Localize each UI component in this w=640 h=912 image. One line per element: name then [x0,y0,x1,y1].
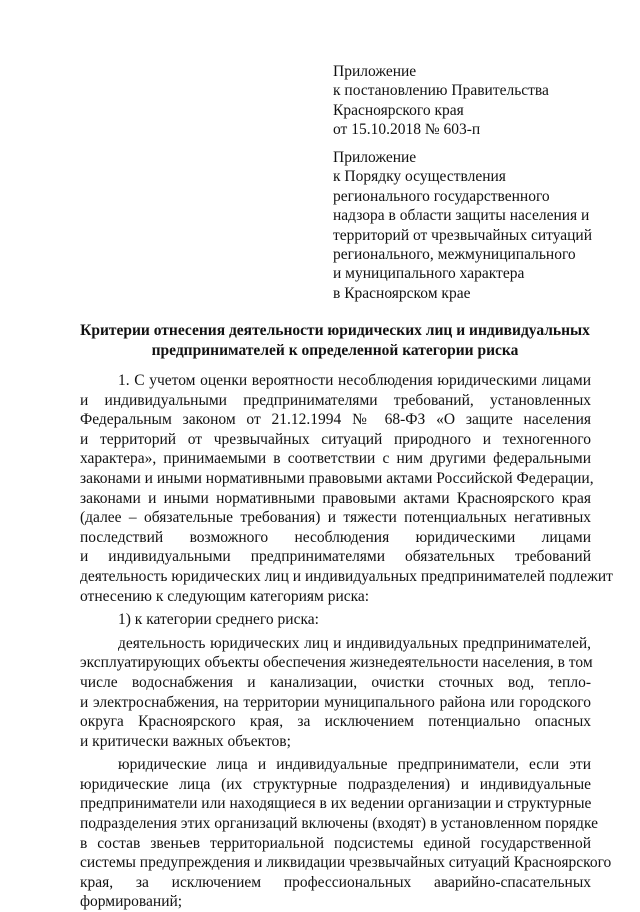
body-line: (далее – обязательные требования) и тяжести потенциальных негативных [80,509,591,527]
body-line: 1) к категории среднего риска: [118,611,319,629]
appendix-line: в Красноярском крае [333,284,471,302]
body-line: деятельность юридических лиц и индивидуальных предпринимателей подлежит [80,567,613,585]
body-line: Федеральным законом от 21.12.1994 № 68-ФЗ «О защите населения [80,411,591,429]
body-line: 1. С учетом оценки вероятности несоблюдения юридическими лицами [118,372,591,389]
body-paragraph [80,610,591,630]
body-line: в состав звеньев территориальной подсистемы единой государственной [80,834,591,852]
appendix-line: от 15.10.2018 № 603-п [333,121,481,139]
appendix-line: и муниципального характера [333,265,525,283]
body-line: законами и иными нормативными правовыми актами Красноярского края [80,489,591,507]
heading-line: предпринимателей к определенной категории риска [151,341,519,359]
appendix-block-procedure [333,148,613,303]
body-line: юридические лица и индивидуальные предприниматели, если эти [118,756,591,774]
appendix-line: Приложение [333,149,417,166]
body-line: и индивидуальными предпринимателями обязательных требований [80,548,591,566]
heading-line: Критерии отнесения деятельности юридических лиц и индивидуальных [80,322,590,339]
appendix-line: к постановлению Правительства [333,82,549,100]
body-paragraph [80,755,612,912]
body-line: предприниматели или находящиеся в их ведении организации и структурные [80,795,592,813]
body-line: эксплуатирующих объекты обеспечения жизнедеятельности населения, в том [80,654,593,672]
appendix-line: Приложение [333,63,417,80]
body-paragraph [80,371,613,606]
body-paragraph [80,634,591,752]
body-line: последствий возможного несоблюдения юридическими лицами [80,528,591,546]
appendix-line: регионального, межмуниципального [333,246,576,264]
body-line: и критически важных объектов; [80,732,291,750]
appendix-block-government-decree [333,62,613,140]
appendix-line: Красноярского края [333,101,464,119]
body-line: подразделения этих организаций включены (входят) в установленном порядке [80,815,598,833]
body-line: и индивидуальными предпринимателями требований, установленных [80,391,591,409]
body-line: и электроснабжения, на территории муниципального района или городского [80,693,591,711]
body-line: края, за исключением профессиональных аварийно-спасательных [80,873,591,891]
body-line: деятельность юридических лиц и индивидуальных предпринимателей, [118,634,591,652]
appendix-line: территорий от чрезвычайных ситуаций [333,226,593,244]
appendix-line: к Порядку осуществления [333,168,506,186]
body-line: отнесению к следующим категориям риска: [80,587,370,605]
body-line: округа Красноярского края, за исключением потенциально опасных [80,713,591,731]
body-line: характера», принимаемыми в соответствии с ним другими федеральными [80,450,591,468]
body-line: законами и иными нормативными правовыми актами Российской Федерации, [80,469,594,487]
body-line: юридические лица (их структурные подразделения) и индивидуальные [80,775,591,793]
body-line: системы предупреждения и ликвидации чрезвычайных ситуаций Красноярского [80,854,612,872]
body-line: числе водоснабжения и канализации, очистки сточных вод, тепло- [80,673,591,691]
body-line: формирований; [80,893,183,911]
body-line: и территорий от чрезвычайных ситуаций природного и техногенного [80,430,591,448]
document-heading [70,321,600,360]
document-body [80,371,613,912]
appendix-line: регионального государственного [333,187,550,205]
appendix-line: надзора в области защиты населения и [333,207,590,225]
